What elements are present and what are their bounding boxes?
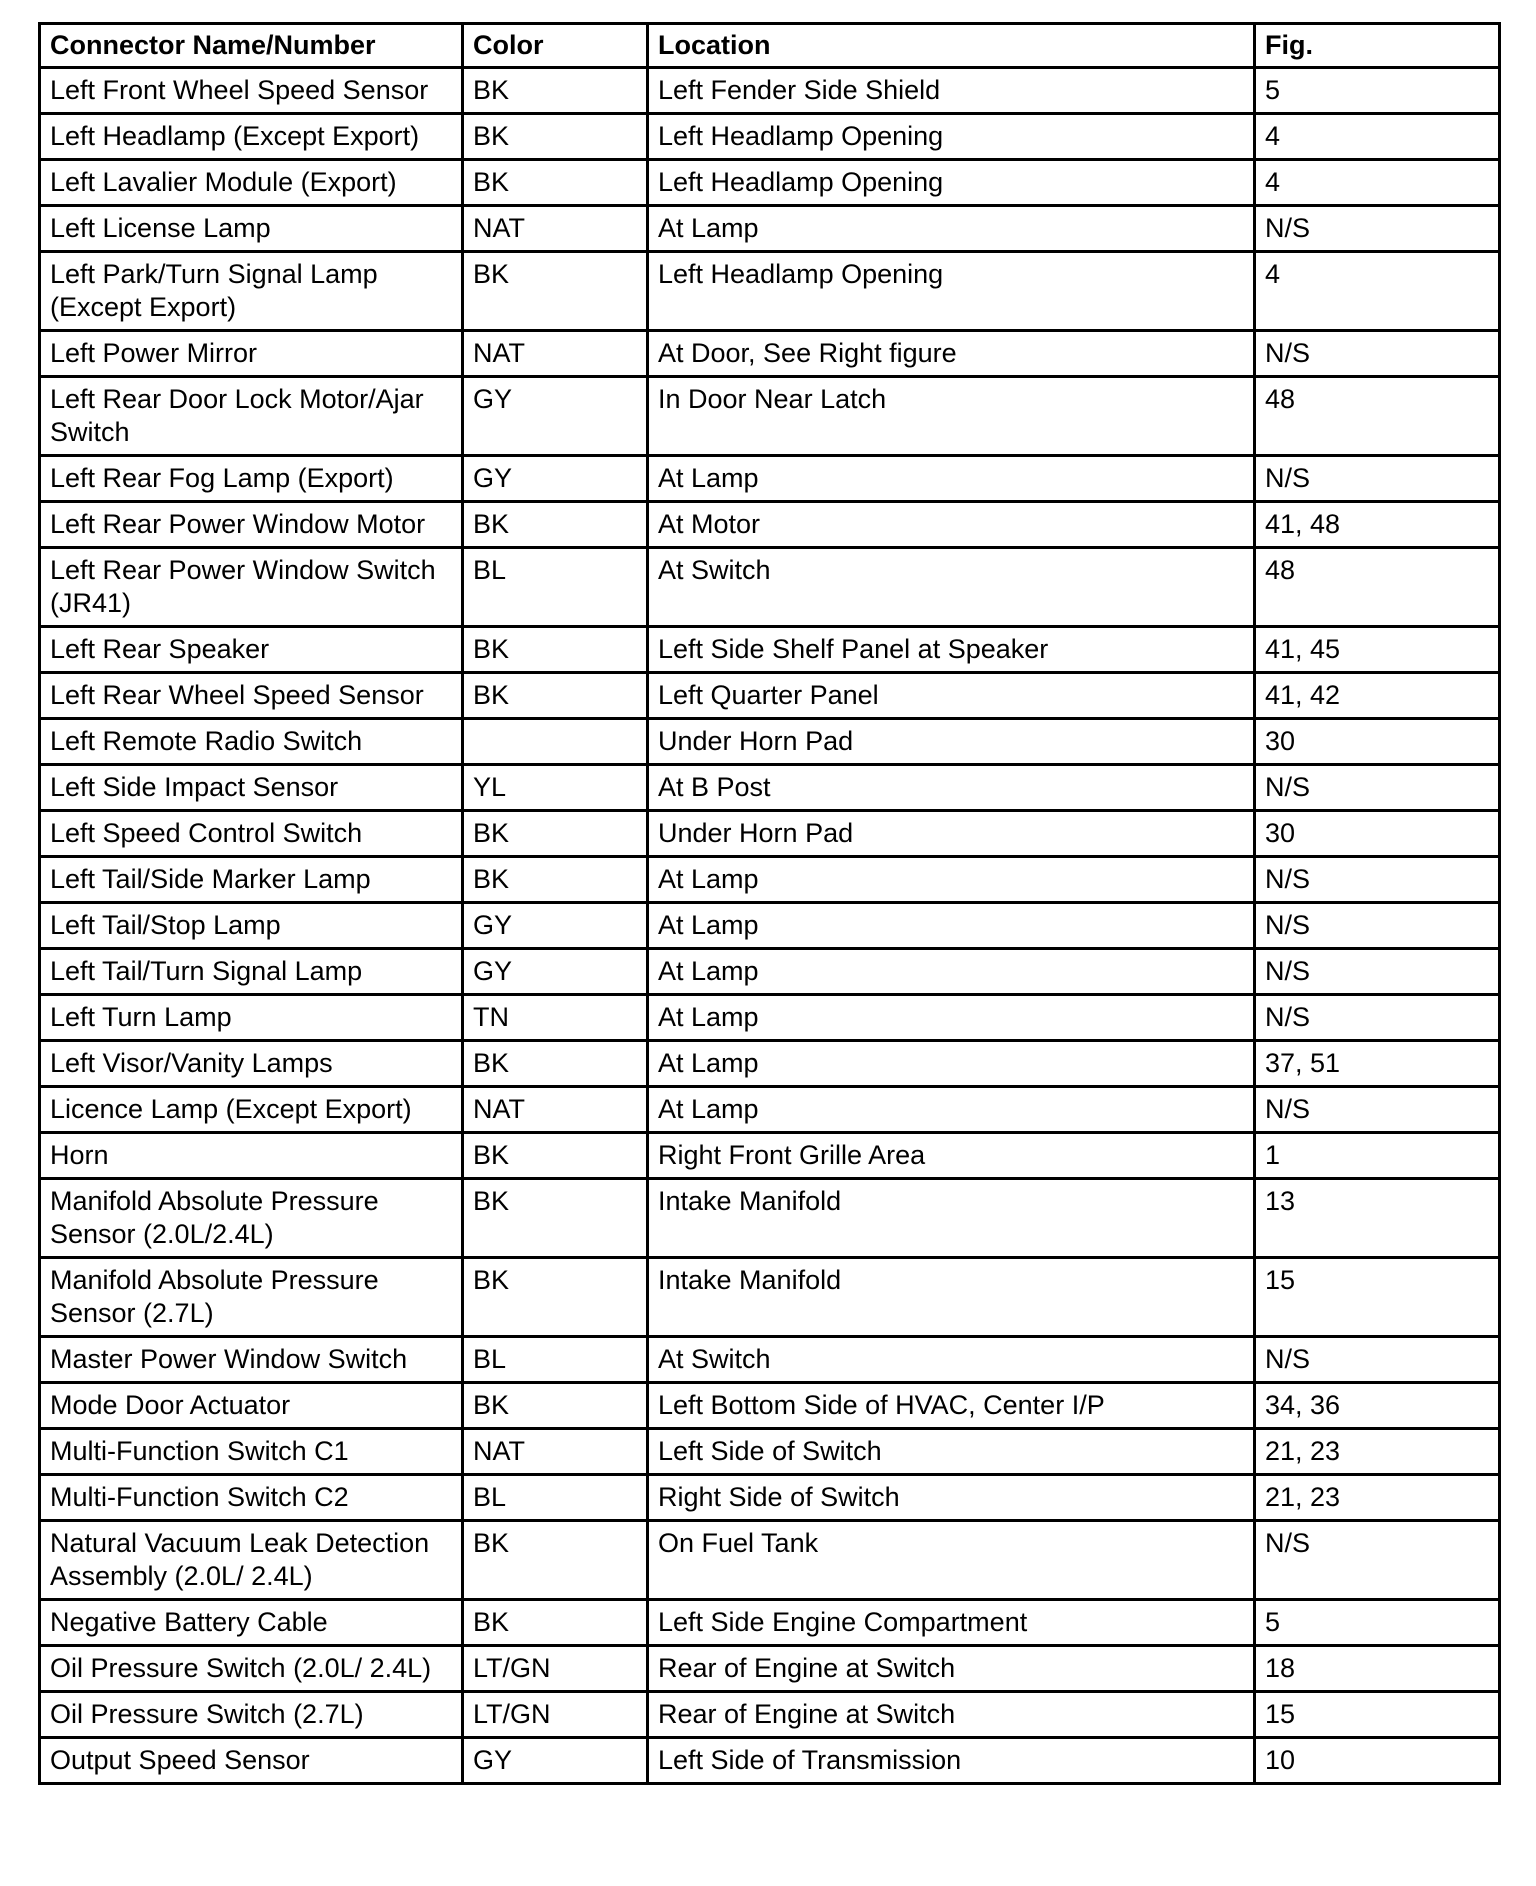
table-row [40, 995, 1500, 1041]
cell-color: BK [463, 857, 648, 903]
table-row [40, 1087, 1500, 1133]
cell-connector-name: Mode Door Actuator [40, 1383, 463, 1429]
cell-location: Rear of Engine at Switch [648, 1692, 1255, 1738]
cell-connector-name: Left Speed Control Switch [40, 811, 463, 857]
cell-connector-name: Left Remote Radio Switch [40, 719, 463, 765]
cell-connector-name: Left Park/Turn Signal Lamp (Except Export) [40, 252, 463, 331]
table-row [40, 331, 1500, 377]
cell-connector-name: Left Front Wheel Speed Sensor [40, 68, 463, 114]
cell-location: Left Side of Transmission [648, 1738, 1255, 1784]
cell-connector-name: Left Tail/Turn Signal Lamp [40, 949, 463, 995]
cell-fig: 4 [1255, 114, 1500, 160]
cell-connector-name: Left Rear Speaker [40, 627, 463, 673]
cell-location: Left Bottom Side of HVAC, Center I/P [648, 1383, 1255, 1429]
cell-location: At Lamp [648, 857, 1255, 903]
cell-location: Right Front Grille Area [648, 1133, 1255, 1179]
table-row [40, 1383, 1500, 1429]
cell-color: GY [463, 456, 648, 502]
cell-color: BK [463, 252, 648, 331]
table-row [40, 456, 1500, 502]
table-row [40, 1258, 1500, 1337]
cell-connector-name: Left Rear Fog Lamp (Export) [40, 456, 463, 502]
cell-location: Left Side of Switch [648, 1429, 1255, 1475]
cell-fig: 21, 23 [1255, 1475, 1500, 1521]
cell-fig: N/S [1255, 206, 1500, 252]
cell-color: BL [463, 1337, 648, 1383]
cell-fig: 10 [1255, 1738, 1500, 1784]
table-row [40, 1521, 1500, 1600]
table-body [40, 68, 1500, 1784]
cell-fig: 48 [1255, 377, 1500, 456]
cell-location: Right Side of Switch [648, 1475, 1255, 1521]
cell-location: At Lamp [648, 903, 1255, 949]
cell-location: At Door, See Right figure [648, 331, 1255, 377]
table-row [40, 1600, 1500, 1646]
cell-fig: 34, 36 [1255, 1383, 1500, 1429]
cell-color: BK [463, 114, 648, 160]
table-row [40, 114, 1500, 160]
cell-connector-name: Manifold Absolute Pressure Sensor (2.7L) [40, 1258, 463, 1337]
cell-color: BK [463, 1600, 648, 1646]
cell-connector-name: Left Headlamp (Except Export) [40, 114, 463, 160]
cell-color: BK [463, 1041, 648, 1087]
cell-location: Left Fender Side Shield [648, 68, 1255, 114]
cell-location: At Switch [648, 548, 1255, 627]
table-row [40, 765, 1500, 811]
cell-fig: 37, 51 [1255, 1041, 1500, 1087]
cell-color: NAT [463, 331, 648, 377]
cell-color: LT/GN [463, 1646, 648, 1692]
table-row [40, 903, 1500, 949]
table-row [40, 673, 1500, 719]
cell-fig: N/S [1255, 1087, 1500, 1133]
cell-color: BK [463, 1521, 648, 1600]
cell-color: BK [463, 68, 648, 114]
cell-fig: N/S [1255, 995, 1500, 1041]
cell-fig: 15 [1255, 1258, 1500, 1337]
table-row [40, 1133, 1500, 1179]
cell-location: At Lamp [648, 456, 1255, 502]
cell-connector-name: Manifold Absolute Pressure Sensor (2.0L/2.4L) [40, 1179, 463, 1258]
cell-location: Under Horn Pad [648, 719, 1255, 765]
cell-location: At Lamp [648, 1087, 1255, 1133]
cell-color: BK [463, 1258, 648, 1337]
cell-connector-name: Oil Pressure Switch (2.0L/ 2.4L) [40, 1646, 463, 1692]
cell-connector-name: Left Rear Power Window Motor [40, 502, 463, 548]
cell-fig: 21, 23 [1255, 1429, 1500, 1475]
cell-color: YL [463, 765, 648, 811]
table-row [40, 502, 1500, 548]
cell-location: Left Side Engine Compartment [648, 1600, 1255, 1646]
cell-color: LT/GN [463, 1692, 648, 1738]
cell-connector-name: Left Power Mirror [40, 331, 463, 377]
table-row [40, 857, 1500, 903]
table-row [40, 627, 1500, 673]
cell-color: NAT [463, 1087, 648, 1133]
cell-color: BK [463, 627, 648, 673]
cell-location: At B Post [648, 765, 1255, 811]
cell-location: At Lamp [648, 995, 1255, 1041]
cell-location: Intake Manifold [648, 1179, 1255, 1258]
cell-color: BK [463, 1383, 648, 1429]
cell-color: BK [463, 673, 648, 719]
cell-location: Intake Manifold [648, 1258, 1255, 1337]
cell-connector-name: Left Tail/Stop Lamp [40, 903, 463, 949]
cell-fig: N/S [1255, 331, 1500, 377]
cell-fig: N/S [1255, 456, 1500, 502]
cell-color: BL [463, 1475, 648, 1521]
cell-fig: 5 [1255, 68, 1500, 114]
table-row [40, 1041, 1500, 1087]
table-row [40, 719, 1500, 765]
table-row [40, 1692, 1500, 1738]
cell-color: GY [463, 377, 648, 456]
table-row [40, 949, 1500, 995]
cell-color: BK [463, 160, 648, 206]
cell-fig: N/S [1255, 903, 1500, 949]
table-row [40, 377, 1500, 456]
cell-fig: 1 [1255, 1133, 1500, 1179]
cell-fig: N/S [1255, 949, 1500, 995]
cell-location: Left Headlamp Opening [648, 160, 1255, 206]
cell-connector-name: Oil Pressure Switch (2.7L) [40, 1692, 463, 1738]
table-row [40, 68, 1500, 114]
cell-connector-name: Left License Lamp [40, 206, 463, 252]
table-row [40, 1646, 1500, 1692]
cell-fig: 41, 48 [1255, 502, 1500, 548]
header-connector-name: Connector Name/Number [40, 24, 463, 68]
table-row [40, 252, 1500, 331]
cell-fig: 5 [1255, 1600, 1500, 1646]
cell-fig: 41, 45 [1255, 627, 1500, 673]
cell-connector-name: Horn [40, 1133, 463, 1179]
table-row [40, 1429, 1500, 1475]
cell-location: Left Headlamp Opening [648, 252, 1255, 331]
cell-connector-name: Multi-Function Switch C2 [40, 1475, 463, 1521]
cell-fig: N/S [1255, 765, 1500, 811]
cell-location: At Switch [648, 1337, 1255, 1383]
cell-color: BK [463, 502, 648, 548]
header-color: Color [463, 24, 648, 68]
cell-fig: N/S [1255, 1337, 1500, 1383]
table-row [40, 1337, 1500, 1383]
table-row [40, 160, 1500, 206]
cell-color [463, 719, 648, 765]
cell-fig: 30 [1255, 811, 1500, 857]
table-row [40, 1179, 1500, 1258]
cell-location: At Lamp [648, 206, 1255, 252]
cell-fig: 4 [1255, 160, 1500, 206]
cell-fig: 30 [1255, 719, 1500, 765]
cell-color: GY [463, 949, 648, 995]
cell-color: BK [463, 1133, 648, 1179]
cell-fig: 18 [1255, 1646, 1500, 1692]
cell-connector-name: Licence Lamp (Except Export) [40, 1087, 463, 1133]
cell-location: At Lamp [648, 949, 1255, 995]
cell-color: TN [463, 995, 648, 1041]
cell-color: NAT [463, 206, 648, 252]
cell-fig: 48 [1255, 548, 1500, 627]
cell-connector-name: Left Rear Door Lock Motor/Ajar Switch [40, 377, 463, 456]
cell-location: Rear of Engine at Switch [648, 1646, 1255, 1692]
cell-connector-name: Natural Vacuum Leak Detection Assembly (2.0L/ 2.4L) [40, 1521, 463, 1600]
cell-color: GY [463, 903, 648, 949]
cell-connector-name: Negative Battery Cable [40, 1600, 463, 1646]
cell-color: GY [463, 1738, 648, 1784]
cell-color: BL [463, 548, 648, 627]
cell-location: Left Quarter Panel [648, 673, 1255, 719]
cell-color: BK [463, 811, 648, 857]
header-fig: Fig. [1255, 24, 1500, 68]
cell-fig: 41, 42 [1255, 673, 1500, 719]
header-location: Location [648, 24, 1255, 68]
table-row [40, 1738, 1500, 1784]
connector-table [38, 22, 1501, 1785]
cell-color: BK [463, 1179, 648, 1258]
table-row [40, 811, 1500, 857]
cell-location: Left Headlamp Opening [648, 114, 1255, 160]
cell-connector-name: Left Tail/Side Marker Lamp [40, 857, 463, 903]
cell-fig: 15 [1255, 1692, 1500, 1738]
cell-fig: N/S [1255, 857, 1500, 903]
cell-fig: 4 [1255, 252, 1500, 331]
cell-location: In Door Near Latch [648, 377, 1255, 456]
cell-connector-name: Left Side Impact Sensor [40, 765, 463, 811]
cell-fig: N/S [1255, 1521, 1500, 1600]
cell-connector-name: Left Turn Lamp [40, 995, 463, 1041]
cell-connector-name: Left Rear Power Window Switch (JR41) [40, 548, 463, 627]
cell-connector-name: Left Rear Wheel Speed Sensor [40, 673, 463, 719]
cell-connector-name: Left Visor/Vanity Lamps [40, 1041, 463, 1087]
cell-connector-name: Master Power Window Switch [40, 1337, 463, 1383]
table-header [40, 24, 1500, 68]
table-row [40, 548, 1500, 627]
cell-location: At Motor [648, 502, 1255, 548]
cell-location: At Lamp [648, 1041, 1255, 1087]
cell-location: Under Horn Pad [648, 811, 1255, 857]
header-row [40, 24, 1500, 68]
cell-color: NAT [463, 1429, 648, 1475]
cell-location: Left Side Shelf Panel at Speaker [648, 627, 1255, 673]
cell-connector-name: Multi-Function Switch C1 [40, 1429, 463, 1475]
table-row [40, 206, 1500, 252]
cell-location: On Fuel Tank [648, 1521, 1255, 1600]
cell-connector-name: Output Speed Sensor [40, 1738, 463, 1784]
cell-fig: 13 [1255, 1179, 1500, 1258]
table-row [40, 1475, 1500, 1521]
cell-connector-name: Left Lavalier Module (Export) [40, 160, 463, 206]
